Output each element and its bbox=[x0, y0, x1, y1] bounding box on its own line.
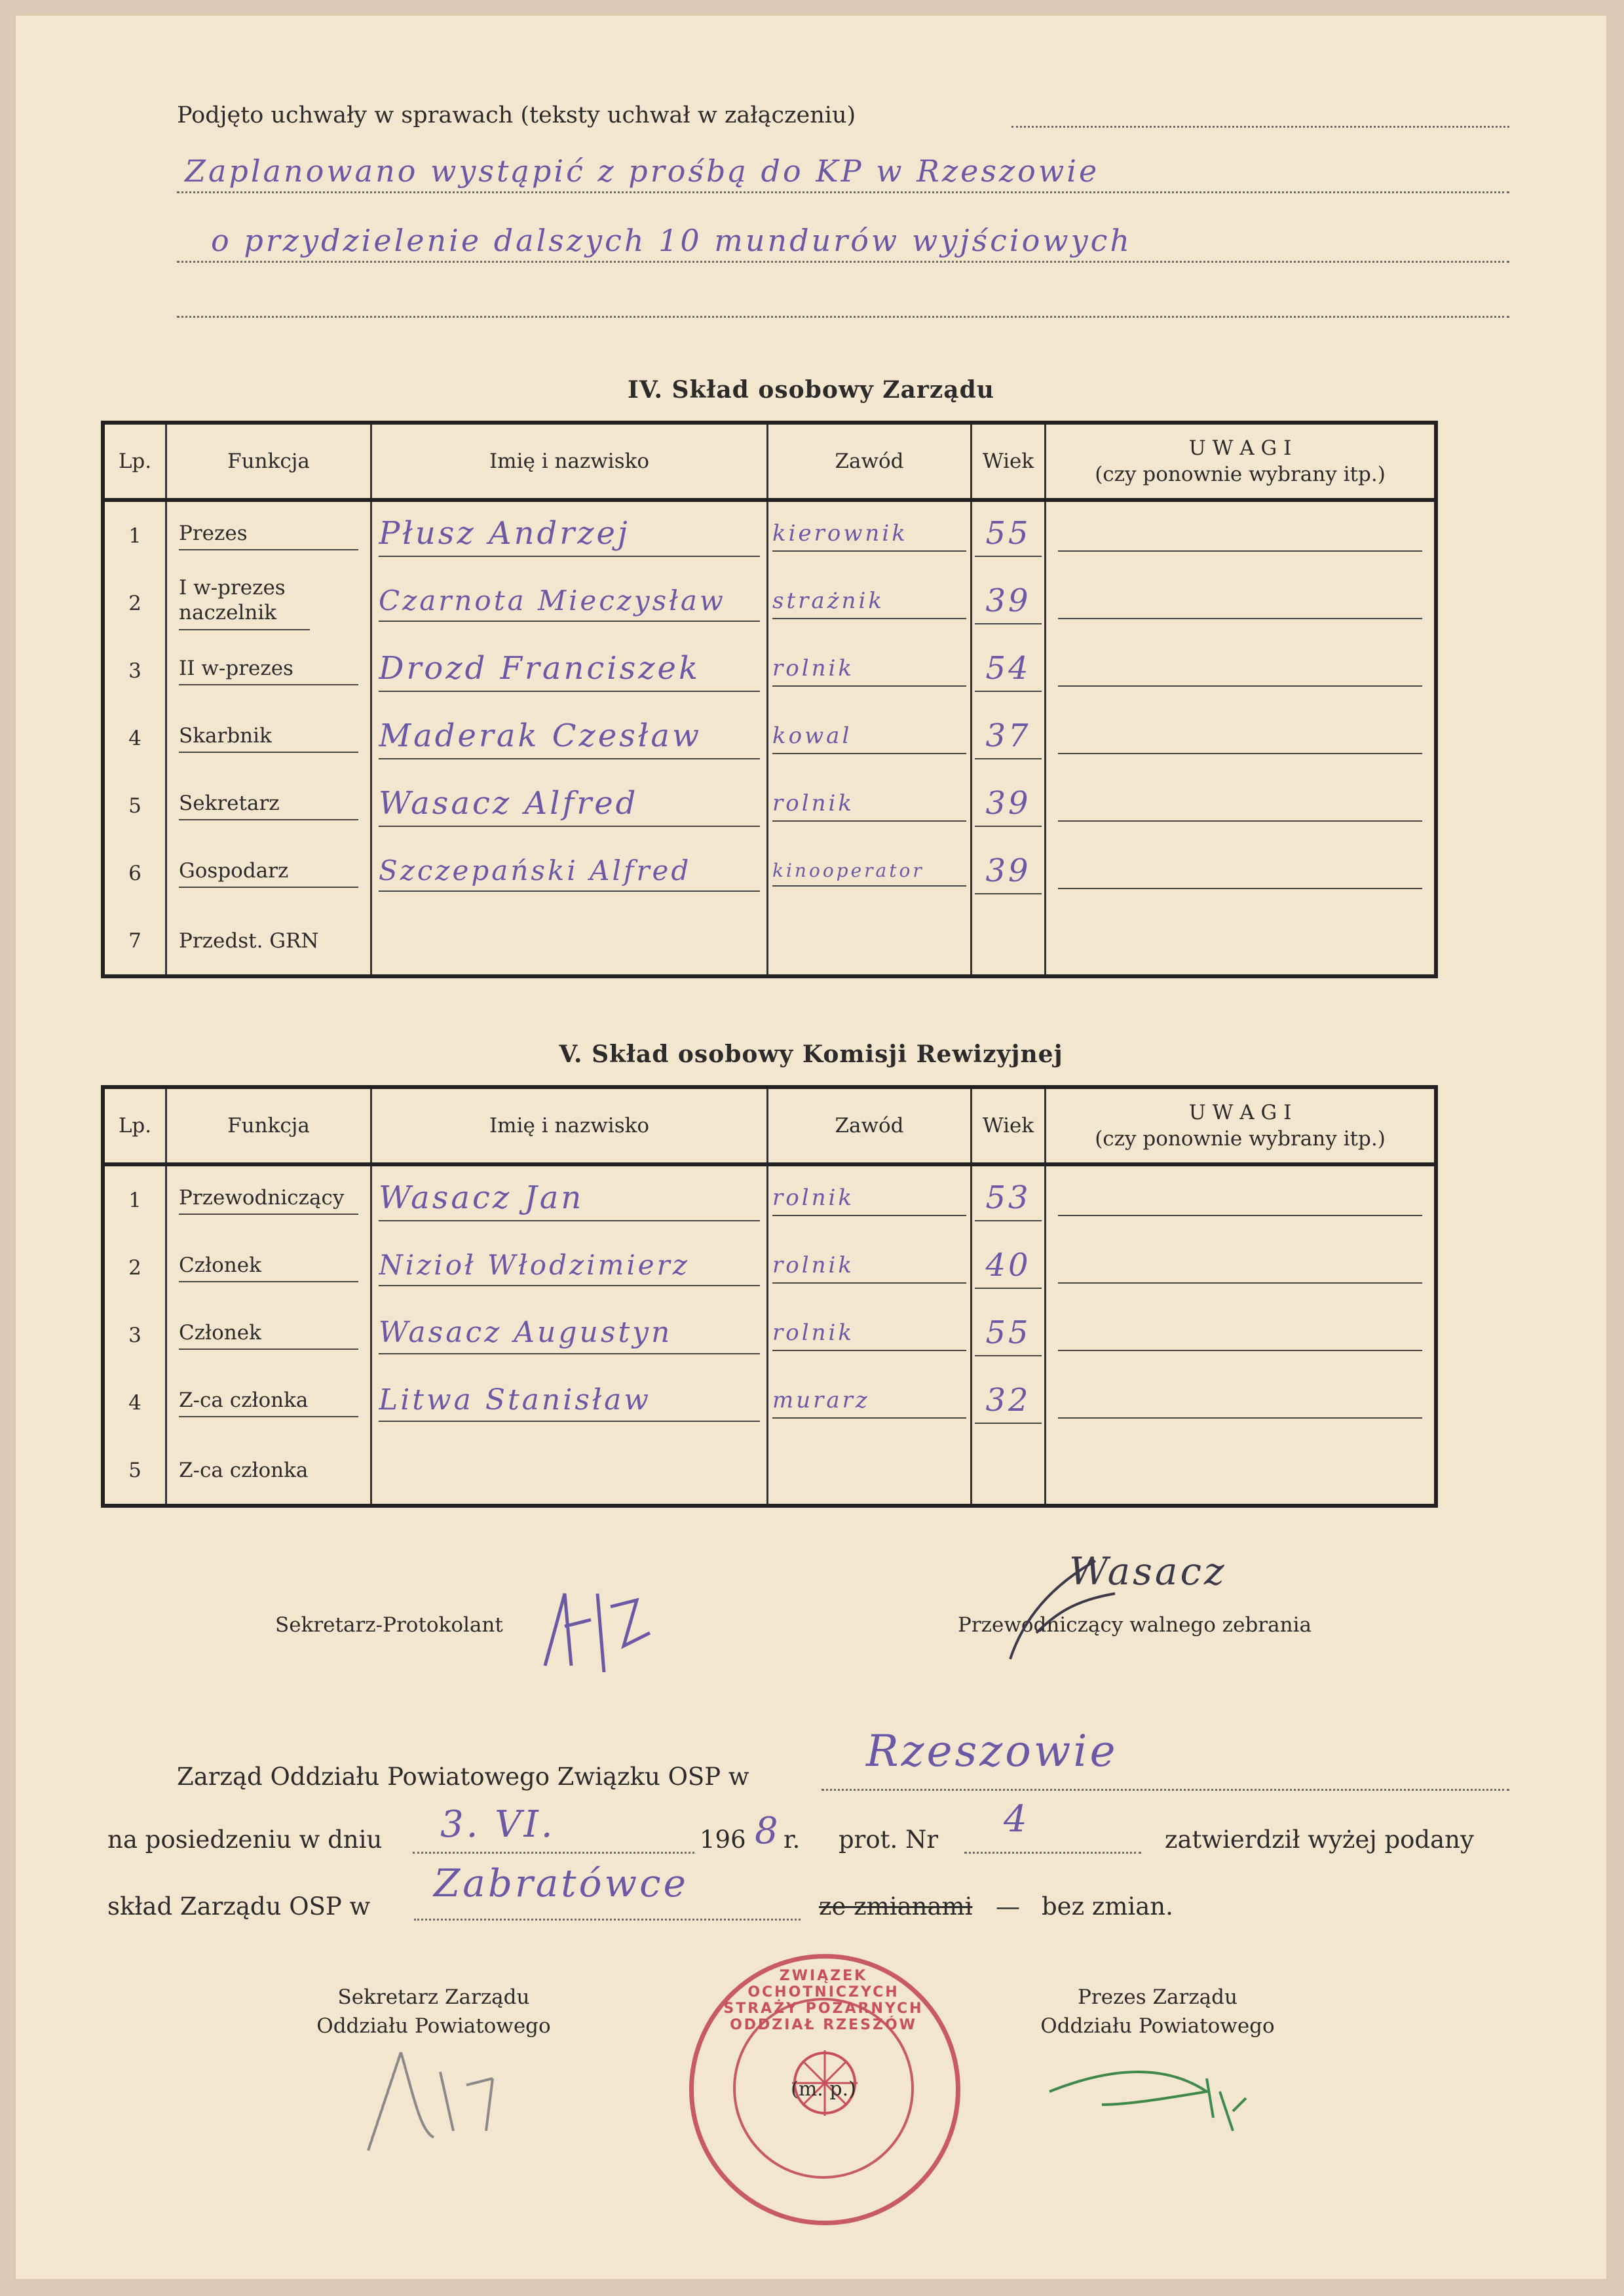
row-age: 55 bbox=[975, 1314, 1042, 1356]
row-function: I w-prezes naczelnik bbox=[179, 576, 310, 630]
row-lp: 1 bbox=[128, 1188, 142, 1212]
row-occupation bbox=[768, 1436, 972, 1506]
row-remarks bbox=[1046, 1436, 1437, 1506]
row-function: Z-ca członka bbox=[166, 1436, 371, 1506]
row-occupation: rolnik bbox=[772, 790, 966, 822]
row-lp: 2 bbox=[128, 591, 142, 615]
header-occupation: Zawód bbox=[768, 1087, 972, 1164]
row-age: 39 bbox=[975, 852, 1042, 894]
row-lp: 6 bbox=[128, 861, 142, 885]
approval-year-r: r. bbox=[784, 1826, 801, 1854]
secretary-board-signature-icon bbox=[342, 2033, 538, 2164]
row-function: Członek bbox=[179, 1321, 358, 1350]
row-age: 55 bbox=[975, 515, 1042, 557]
footer-left-label-2: Oddziału Powiatowego bbox=[316, 2014, 551, 2038]
dotted-line bbox=[177, 191, 1509, 193]
board-table bbox=[101, 421, 1438, 978]
dotted-line bbox=[1011, 126, 1509, 128]
handwritten-resolution-line-1: Zaplanowano wystąpić z prośbą do KP w Rzeszowie bbox=[185, 153, 1100, 189]
approval-line2-suffix: zatwierdził wyżej podany bbox=[1165, 1826, 1474, 1854]
row-age: 53 bbox=[975, 1179, 1042, 1221]
row-occupation: rolnik bbox=[772, 1252, 966, 1284]
row-remarks bbox=[1058, 1185, 1422, 1216]
table-row bbox=[103, 907, 1436, 976]
row-occupation: rolnik bbox=[772, 1320, 966, 1351]
row-remarks bbox=[1058, 1252, 1422, 1284]
official-stamp bbox=[689, 1954, 960, 2225]
row-lp: 4 bbox=[128, 726, 142, 750]
footer-right-label-1: Prezes Zarządu bbox=[1078, 1985, 1237, 2009]
row-lp: 3 bbox=[128, 659, 142, 683]
dotted-line bbox=[414, 1919, 801, 1921]
row-lp: 7 bbox=[128, 928, 142, 953]
row-occupation: kinooperator bbox=[772, 860, 966, 887]
row-occupation: murarz bbox=[772, 1387, 966, 1419]
president-signature-icon bbox=[1036, 2039, 1298, 2157]
approval-year-digit: 8 bbox=[755, 1810, 781, 1852]
audit-section-title: V. Skład osobowy Komisji Rewizyjnej bbox=[559, 1041, 1063, 1068]
row-function: II w-prezes bbox=[179, 657, 358, 685]
approval-location: Rzeszowie bbox=[866, 1726, 1118, 1776]
row-name: Wasacz Augustyn bbox=[379, 1316, 760, 1354]
row-name: Litwa Stanisław bbox=[379, 1383, 760, 1422]
row-name: Czarnota Mieczysław bbox=[379, 584, 760, 622]
row-age: 40 bbox=[975, 1247, 1042, 1289]
approval-line1-prefix: Zarząd Oddziału Powiatowego Związku OSP w bbox=[177, 1763, 749, 1791]
row-remarks bbox=[1058, 858, 1422, 889]
table-row bbox=[103, 637, 1436, 704]
remarks-title: U W A G I bbox=[1188, 436, 1292, 460]
row-function: Z-ca członka bbox=[179, 1388, 358, 1417]
header-occupation: Zawód bbox=[768, 423, 972, 500]
header-lp: Lp. bbox=[103, 423, 166, 500]
table-row bbox=[103, 1301, 1436, 1369]
row-occupation: kowal bbox=[772, 723, 966, 754]
row-age bbox=[972, 1436, 1046, 1506]
row-occupation bbox=[768, 907, 972, 976]
chairman-signature-flourish-icon bbox=[997, 1541, 1128, 1672]
footer-left-label-1: Sekretarz Zarządu bbox=[337, 1985, 530, 2009]
row-function: Gospodarz bbox=[179, 859, 358, 888]
approval-line2-prefix: na posiedzeniu w dniu bbox=[107, 1826, 383, 1854]
table-row bbox=[103, 1436, 1436, 1506]
row-function: Członek bbox=[179, 1253, 358, 1282]
dotted-line bbox=[177, 316, 1509, 318]
dotted-line bbox=[964, 1852, 1141, 1854]
table-row bbox=[103, 1369, 1436, 1436]
row-name: Wasacz Alfred bbox=[379, 785, 760, 827]
header-name: Imię i nazwisko bbox=[371, 423, 768, 500]
resolutions-label: Podjęto uchwały w sprawach (teksty uchwał w załączeniu) bbox=[177, 102, 856, 128]
row-lp: 4 bbox=[128, 1390, 142, 1415]
row-remarks bbox=[1058, 1320, 1422, 1351]
row-remarks bbox=[1058, 520, 1422, 552]
row-age: 54 bbox=[975, 650, 1042, 692]
row-occupation: kierownik bbox=[772, 520, 966, 552]
row-name bbox=[371, 907, 768, 976]
row-lp: 5 bbox=[128, 1458, 142, 1482]
board-table-header bbox=[103, 423, 1436, 500]
row-age: 32 bbox=[975, 1382, 1042, 1424]
row-function: Skarbnik bbox=[179, 724, 358, 753]
remarks-subtitle: (czy ponownie wybrany itp.) bbox=[1095, 463, 1386, 486]
row-name: Wasacz Jan bbox=[379, 1179, 760, 1221]
header-name: Imię i nazwisko bbox=[371, 1087, 768, 1164]
dotted-line bbox=[413, 1852, 694, 1854]
table-row bbox=[103, 772, 1436, 839]
row-remarks bbox=[1058, 655, 1422, 687]
row-function: Przewodniczący bbox=[179, 1186, 358, 1215]
row-occupation: rolnik bbox=[772, 1185, 966, 1216]
header-function: Funkcja bbox=[166, 1087, 371, 1164]
row-name: Nizioł Włodzimierz bbox=[379, 1249, 760, 1286]
header-age: Wiek bbox=[972, 1087, 1046, 1164]
approval-prot-label: prot. Nr bbox=[839, 1826, 939, 1854]
secretary-signature-icon bbox=[525, 1567, 670, 1698]
chairman-label: Przewodniczący walnego zebrania bbox=[958, 1613, 1312, 1637]
row-age bbox=[972, 907, 1046, 976]
remarks-title: U W A G I bbox=[1188, 1100, 1292, 1124]
handwritten-resolution-line-2: o przydzielenie dalszych 10 mundurów wyjściowych bbox=[211, 223, 1133, 258]
table-row bbox=[103, 1164, 1436, 1234]
audit-table-header bbox=[103, 1087, 1436, 1164]
row-age: 39 bbox=[975, 583, 1042, 624]
row-occupation: strażnik bbox=[772, 588, 966, 619]
remarks-subtitle: (czy ponownie wybrany itp.) bbox=[1095, 1127, 1386, 1151]
row-remarks bbox=[1058, 790, 1422, 822]
row-lp: 5 bbox=[128, 794, 142, 818]
header-lp: Lp. bbox=[103, 1087, 166, 1164]
table-row bbox=[103, 1234, 1436, 1301]
row-name bbox=[371, 1436, 768, 1506]
row-lp: 1 bbox=[128, 524, 142, 548]
approval-date: 3. VI. bbox=[440, 1803, 556, 1846]
table-row bbox=[103, 839, 1436, 907]
approval-no-changes: bez zmian. bbox=[1042, 1892, 1173, 1921]
table-row bbox=[103, 500, 1436, 569]
audit-table bbox=[101, 1085, 1438, 1508]
row-name: Płusz Andrzej bbox=[379, 515, 760, 557]
table-row bbox=[103, 704, 1436, 772]
secretary-protocol-label: Sekretarz-Protokolant bbox=[275, 1613, 503, 1637]
dotted-line bbox=[821, 1789, 1509, 1791]
row-name: Szczepański Alfred bbox=[379, 854, 760, 892]
row-function: Przedst. GRN bbox=[166, 907, 371, 976]
row-remarks bbox=[1058, 723, 1422, 754]
stamp-placeholder-label: (m. p.) bbox=[791, 2078, 856, 2101]
header-remarks bbox=[1046, 1087, 1437, 1164]
board-section-title: IV. Skład osobowy Zarządu bbox=[628, 376, 994, 404]
dotted-line bbox=[177, 261, 1509, 263]
header-age: Wiek bbox=[972, 423, 1046, 500]
row-function: Prezes bbox=[179, 522, 358, 550]
row-lp: 2 bbox=[128, 1255, 142, 1280]
approval-osp-location: Zabratówce bbox=[434, 1861, 689, 1905]
approval-line3-prefix: skład Zarządu OSP w bbox=[107, 1892, 371, 1921]
row-name: Drozd Franciszek bbox=[379, 650, 760, 692]
row-function: Sekretarz bbox=[179, 792, 358, 820]
row-lp: 3 bbox=[128, 1323, 142, 1347]
row-remarks bbox=[1058, 1387, 1422, 1419]
table-row bbox=[103, 569, 1436, 637]
approval-prot-number: 4 bbox=[1004, 1798, 1030, 1841]
approval-year-prefix: 196 bbox=[700, 1826, 746, 1854]
header-function: Funkcja bbox=[166, 423, 371, 500]
row-remarks bbox=[1046, 907, 1437, 976]
header-remarks bbox=[1046, 423, 1437, 500]
stamp-legend: ZWIĄZEK OCHOTNICZYCH STRAŻY POŻARNYCH ODDZIAŁ RZESZÓW bbox=[723, 1968, 924, 2033]
approval-dash: — bbox=[996, 1892, 1020, 1921]
row-name: Maderak Czesław bbox=[379, 718, 760, 759]
document-page bbox=[14, 14, 1608, 2280]
chairman-signature: Wasacz bbox=[1069, 1549, 1227, 1594]
row-occupation: rolnik bbox=[772, 655, 966, 687]
approval-with-changes: ze zmianami bbox=[819, 1892, 973, 1921]
row-age: 37 bbox=[975, 718, 1042, 759]
footer-right-label-2: Oddziału Powiatowego bbox=[1040, 2014, 1275, 2038]
row-age: 39 bbox=[975, 785, 1042, 827]
row-remarks bbox=[1058, 588, 1422, 619]
